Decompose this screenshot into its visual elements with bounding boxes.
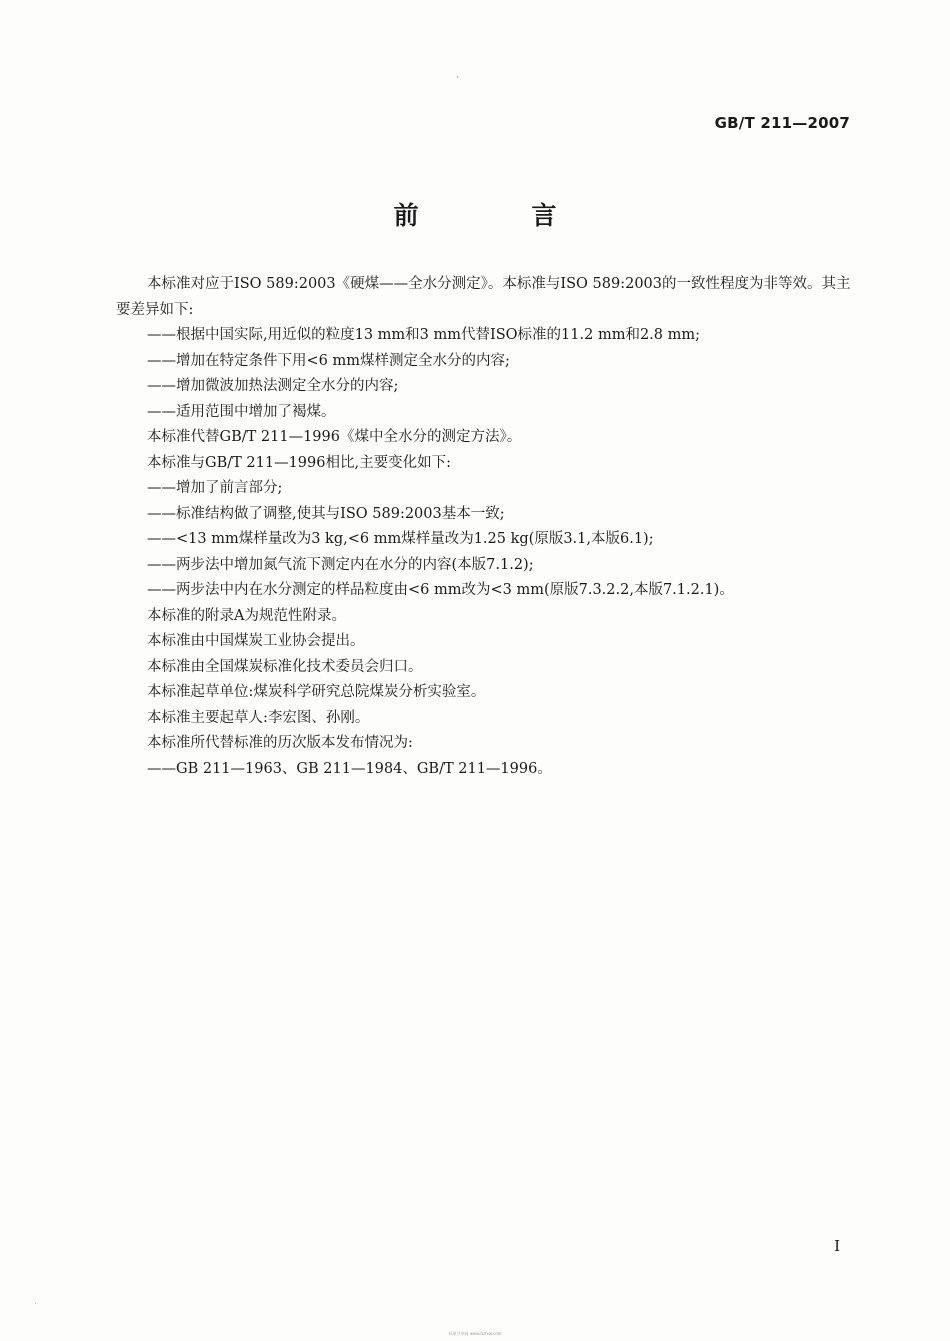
paragraph-drafting-unit: 本标准起草单位:煤炭科学研究总院煤炭分析实验室。: [147, 684, 486, 700]
paragraph-committee: 本标准由全国煤炭标准化技术委员会归口。: [147, 658, 423, 675]
list-item: ——标准结构做了调整,使其与ISO 589:2003基本一致;: [147, 505, 505, 522]
footer-watermark: 标准分享网 www.bzfxw.com: [448, 1331, 502, 1336]
scan-speck: [35, 1303, 36, 1304]
list-item: ——GB 211—1963、GB 211—1984、GB/T 211—1996。: [147, 760, 552, 777]
list-item: ——两步法中内在水分测定的样品粒度由<6 mm改为<3 mm(原版7.3.2.2,本版7.1.2.1)。: [147, 582, 734, 598]
paragraph-history: 本标准所代替标准的历次版本发布情况为:: [147, 735, 413, 751]
standard-code: GB/T 211—2007: [714, 114, 850, 132]
list-item: ——根据中国实际,用近似的粒度13 mm和3 mm代替ISO标准的11.2 mm和2.8 mm;: [147, 327, 700, 343]
paragraph-appendix: 本标准的附录A为规范性附录。: [147, 607, 346, 624]
list-item: ——两步法中增加氮气流下测定内在水分的内容(本版7.1.2);: [147, 556, 534, 573]
section-title: 前 言: [393, 201, 609, 230]
page-number: I: [834, 1237, 840, 1255]
paragraph-proposer: 本标准由中国煤炭工业协会提出。: [147, 633, 365, 649]
list-item: ——<13 mm煤样量改为3 kg,<6 mm煤样量改为1.25 kg(原版3.1,本版6.1);: [147, 531, 654, 547]
list-item: ——适用范围中增加了褐煤。: [147, 403, 336, 420]
list-item: ——增加在特定条件下用<6 mm煤样测定全水分的内容;: [147, 352, 510, 369]
paragraph-correspondence: 本标准对应于ISO 589:2003《硬煤——全水分测定》。本标准与ISO 589:2003的一致性程度为非等效。其主要差异如下:: [116, 276, 851, 318]
paragraph-replaces: 本标准代替GB/T 211—1996《煤中全水分的测定方法》。: [147, 429, 522, 445]
list-item: ——增加微波加热法测定全水分的内容;: [147, 378, 399, 394]
scan-speck: [457, 76, 458, 78]
list-item: ——增加了前言部分;: [147, 480, 283, 496]
foreword-body: [116, 272, 856, 782]
paragraph-changes: 本标准与GB/T 211—1996相比,主要变化如下:: [147, 454, 451, 471]
paragraph-drafters: 本标准主要起草人:李宏图、孙刚。: [147, 709, 370, 726]
